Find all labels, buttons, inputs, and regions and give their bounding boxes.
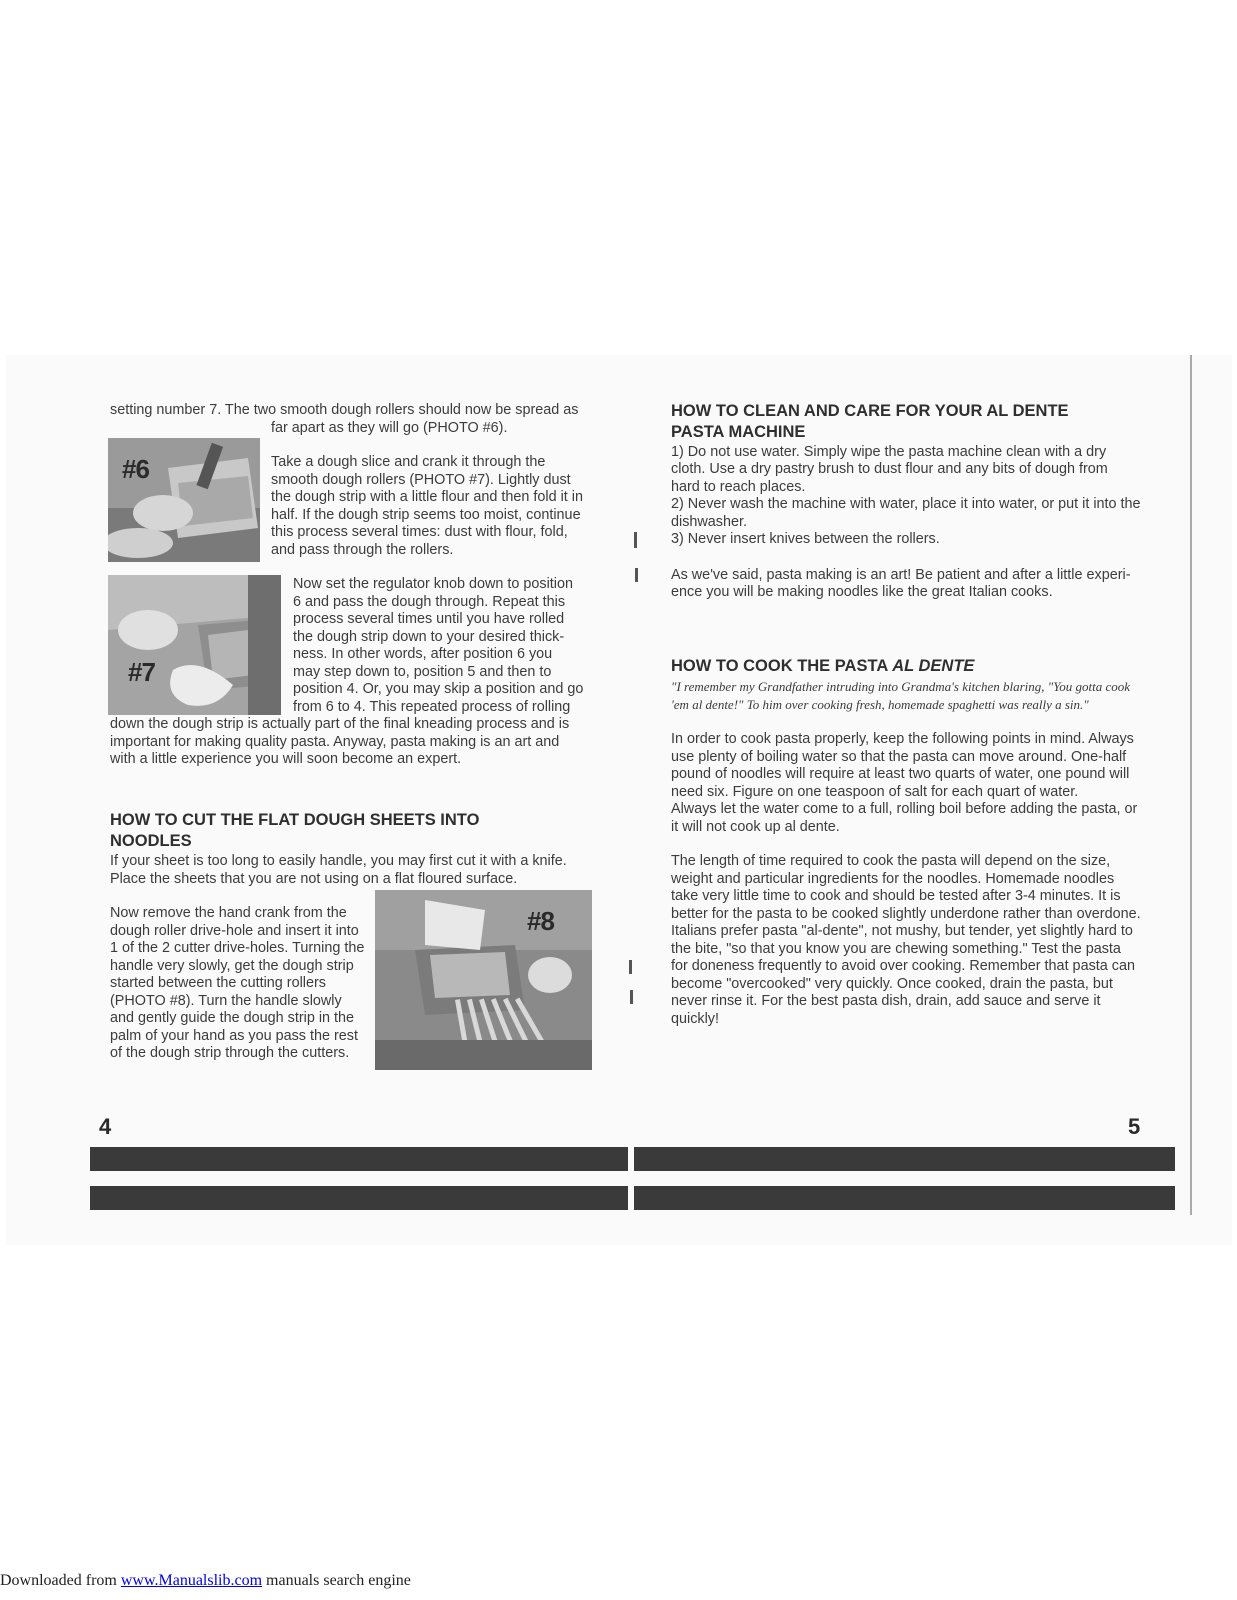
block8-line: 1 of the 2 cutter drive-holes. Turning the — [110, 940, 365, 956]
block7-line: process several times until you have rolled — [293, 611, 565, 627]
cook-heading-prefix: HOW TO COOK THE PASTA — [671, 657, 893, 675]
photo-8-cutting-noodles — [375, 890, 592, 1070]
photo-6-pasta-machine — [108, 438, 260, 562]
decorative-bar-bottom-right — [634, 1186, 1175, 1210]
clean-line: hard to reach places. — [671, 479, 806, 495]
clean-heading-line-2: PASTA MACHINE — [671, 423, 806, 441]
block8-line: of the dough strip through the cutters. — [110, 1045, 350, 1061]
time-line: The length of time required to cook the pasta will depend on the size, — [671, 853, 1111, 869]
cook-line: In order to cook pasta properly, keep the following points in mind. Always — [671, 731, 1134, 747]
cut-intro-line: If your sheet is too long to easily handle, you may first cut it with a knife. — [110, 853, 567, 869]
page-number-right: 5 — [1128, 1114, 1141, 1139]
time-line: never rinse it. For the best pasta dish, drain, add sauce and serve it — [671, 993, 1101, 1009]
footer-prefix: Downloaded from — [0, 1572, 121, 1589]
block7-line: ness. In other words, after position 6 you — [293, 646, 553, 662]
spine-mark — [634, 532, 637, 548]
block6-line: and pass through the rollers. — [271, 542, 454, 558]
manualslib-link[interactable]: www.Manualslib.com — [120, 1572, 263, 1589]
time-line: Italians prefer pasta "al-dente", not mushy, but tender, yet slightly hard to — [671, 923, 1133, 939]
cook-line: it will not cook up al dente. — [671, 819, 840, 835]
block6-line: smooth dough rollers (PHOTO #7). Lightly dust — [271, 472, 571, 488]
decorative-bar-top-left — [90, 1147, 628, 1171]
time-line: the bite, "so that you know you are chewing something." Test the pasta — [671, 941, 1121, 957]
page-number-left: 4 — [99, 1114, 112, 1139]
cook-heading-italic: AL DENTE — [892, 657, 975, 675]
block8-line: (PHOTO #8). Turn the handle slowly — [110, 993, 342, 1009]
spine-mark — [635, 568, 638, 582]
block8-line: palm of your hand as you pass the rest — [110, 1028, 358, 1044]
block7-line: the dough strip down to your desired thick- — [293, 629, 565, 645]
cook-line: Always let the water come to a full, rolling boil before adding the pasta, or — [671, 801, 1138, 817]
block8-line: and gently guide the dough strip in the — [110, 1010, 355, 1026]
time-line: take very little time to cook and should be tested after 3-4 minutes. It is — [671, 888, 1121, 904]
kneading-line: down the dough strip is actually part of the final kneading process and is — [110, 716, 570, 732]
photo-8-label: #8 — [527, 906, 554, 936]
block8-line: dough roller drive-hole and insert it into — [110, 923, 359, 939]
kneading-line: with a little experience you will soon become an expert. — [110, 751, 462, 767]
spine-mark — [629, 960, 632, 974]
patience-line: As we've said, pasta making is an art! Be patient and after a little experi- — [671, 567, 1131, 583]
intro-text-line-1: setting number 7. The two smooth dough rollers should now be spread as — [110, 402, 579, 418]
block7-line: from 6 to 4. This repeated process of rolling — [293, 699, 571, 715]
block8-line: started between the cutting rollers — [110, 975, 326, 991]
cook-line: pound of noodles will require at least two quarts of water, one pound will — [671, 766, 1130, 782]
block6-line: the dough strip with a little flour and then fold it in — [271, 489, 583, 505]
cook-line: use plenty of boiling water so that the pasta can move around. One-half — [671, 749, 1127, 765]
download-footer — [0, 1572, 411, 1590]
time-line: quickly! — [671, 1011, 719, 1027]
time-line: for doneness frequently to avoid over cooking. Remember that pasta can — [671, 958, 1135, 974]
block7-line: Now set the regulator knob down to position — [293, 576, 573, 592]
decorative-bar-top-right — [634, 1147, 1175, 1171]
block7-line: position 4. Or, you may skip a position and go — [293, 681, 584, 697]
clean-heading-line-1: HOW TO CLEAN AND CARE FOR YOUR AL DENTE — [671, 402, 1069, 420]
page-edge — [1190, 355, 1192, 1215]
time-line: become "overcooked" very quickly. Once cooked, drain the pasta, but — [671, 976, 1113, 992]
block7-line: may step down to, position 5 and then to — [293, 664, 552, 680]
time-line: better for the pasta to be cooked slightly underdone rather than overdone. — [671, 906, 1141, 922]
clean-line: 3) Never insert knives between the rollers. — [671, 531, 940, 547]
block7-line: 6 and pass the dough through. Repeat this — [293, 594, 566, 610]
time-line: weight and particular ingredients for the noodles. Homemade noodles — [671, 871, 1115, 887]
kneading-line: important for making quality pasta. Anyway, pasta making is an art and — [110, 734, 560, 750]
block8-line: Now remove the hand crank from the — [110, 905, 347, 921]
cook-heading — [671, 656, 974, 677]
photo-6-label: #6 — [122, 454, 149, 484]
clean-line: 1) Do not use water. Simply wipe the pasta machine clean with a dry — [671, 444, 1107, 460]
intro-text-line-2: far apart as they will go (PHOTO #6). — [271, 420, 508, 436]
block6-line: Take a dough slice and crank it through the — [271, 454, 546, 470]
grandfather-quote-line: "I remember my Grandfather intruding into Grandma's kitchen blaring, "You gotta cook — [671, 679, 1131, 694]
clean-line: cloth. Use a dry pastry brush to dust flour and any bits of dough from — [671, 461, 1108, 477]
decorative-bar-bottom-left — [90, 1186, 628, 1210]
clean-line: dishwasher. — [671, 514, 747, 530]
cook-line: need six. Figure on one teaspoon of salt for each quart of water. — [671, 784, 1079, 800]
footer-suffix: manuals search engine — [262, 1572, 411, 1589]
photo-7-rolling-dough — [108, 575, 281, 715]
block6-line: this process several times: dust with flour, fold, — [271, 524, 568, 540]
clean-line: 2) Never wash the machine with water, place it into water, or put it into the — [671, 496, 1141, 512]
cut-heading-line-2: NOODLES — [110, 832, 192, 850]
spine-mark — [630, 990, 633, 1004]
block8-line: handle very slowly, get the dough strip — [110, 958, 354, 974]
block6-line: half. If the dough strip seems too moist, continue — [271, 507, 581, 523]
cut-heading-line-1: HOW TO CUT THE FLAT DOUGH SHEETS INTO — [110, 811, 480, 829]
grandfather-quote-line: 'em al dente!" To him over cooking fresh, homemade spaghetti was really a sin." — [671, 697, 1089, 712]
patience-line: ence you will be making noodles like the great Italian cooks. — [671, 584, 1053, 600]
cut-intro-line: Place the sheets that you are not using on a flat floured surface. — [110, 871, 518, 887]
photo-7-label: #7 — [128, 657, 155, 687]
